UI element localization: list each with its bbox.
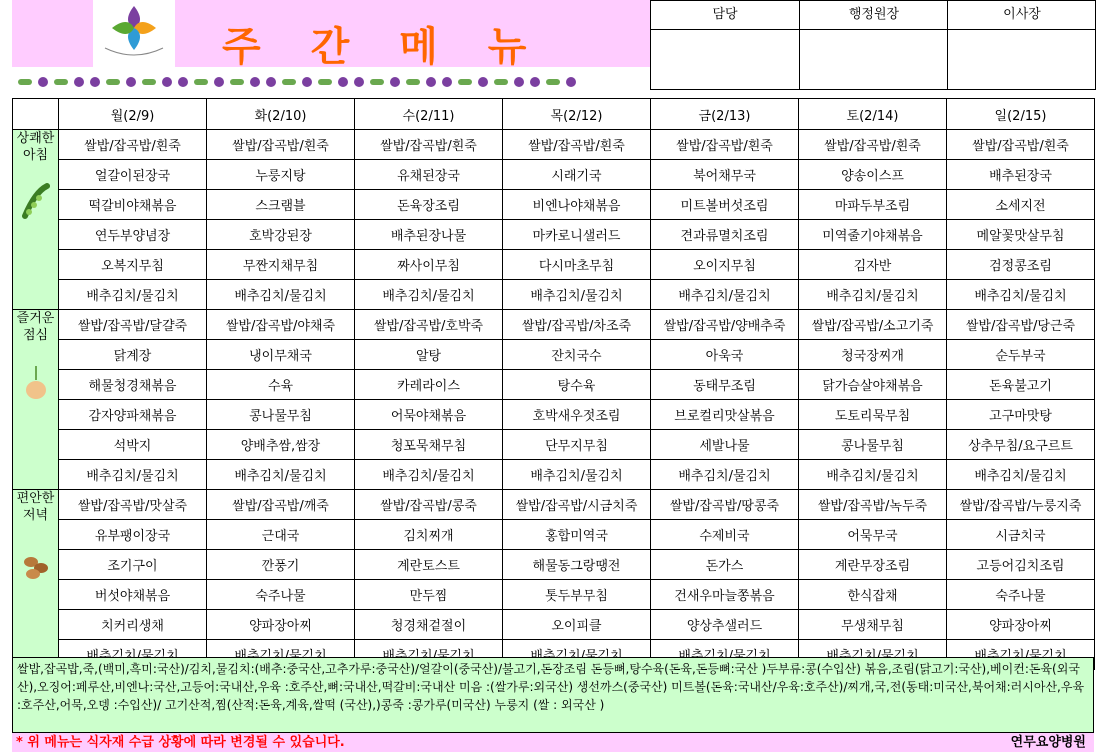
menu-cell: 한식잡채 — [799, 580, 947, 610]
menu-cell: 카레라이스 — [355, 370, 503, 400]
menu-cell: 미트볼버섯조림 — [651, 190, 799, 220]
menu-cell: 쌀밥/잡곡밥/흰죽 — [799, 130, 947, 160]
grape-decoration — [12, 67, 656, 97]
menu-cell: 배추된장국 — [947, 160, 1095, 190]
dinner-label — [13, 490, 59, 670]
menu-cell: 미역줄기야채볶음 — [799, 220, 947, 250]
menu-cell: 오복지무침 — [59, 250, 207, 280]
menu-cell: 누룽지탕 — [207, 160, 355, 190]
lunch-food-icon — [13, 362, 58, 402]
menu-cell: 배추김치/물김치 — [503, 460, 651, 490]
lunch-row — [13, 340, 1095, 370]
menu-cell: 브로컬리맛살볶음 — [651, 400, 799, 430]
day-header-row — [13, 99, 1095, 130]
dinner-row — [13, 610, 1095, 640]
breakfast-row — [13, 130, 1095, 160]
day-header: 화(2/10) — [207, 99, 355, 130]
menu-cell: 쌀밥/잡곡밥/달걀죽 — [59, 310, 207, 340]
meal-label-text: 상쾌한 아침 — [16, 131, 55, 163]
menu-cell: 호박새우젓조림 — [503, 400, 651, 430]
hospital-logo — [93, 0, 175, 67]
menu-cell: 콩나물무침 — [207, 400, 355, 430]
lunch-row — [13, 460, 1095, 490]
menu-cell: 배추김치/물김치 — [59, 280, 207, 310]
menu-cell: 북어채무국 — [651, 160, 799, 190]
breakfast-row — [13, 190, 1095, 220]
menu-cell: 어묵야채볶음 — [355, 400, 503, 430]
menu-cell: 쌀밥/잡곡밥/깨죽 — [207, 490, 355, 520]
dinner-row — [13, 490, 1095, 520]
menu-cell: 유부팽이장국 — [59, 520, 207, 550]
menu-cell: 쌀밥/잡곡밥/흰죽 — [503, 130, 651, 160]
lunch-row — [13, 400, 1095, 430]
menu-cell: 메알꽃맛살무침 — [947, 220, 1095, 250]
lunch-row — [13, 370, 1095, 400]
menu-cell: 청포묵채무침 — [355, 430, 503, 460]
day-header: 월(2/9) — [59, 99, 207, 130]
menu-cell: 쌀밥/잡곡밥/야채죽 — [207, 310, 355, 340]
dinner-food-icon — [13, 542, 58, 582]
menu-cell: 톳두부무침 — [503, 580, 651, 610]
menu-cell: 배추김치/물김치 — [799, 280, 947, 310]
weekly-menu-table — [12, 98, 1095, 670]
menu-cell: 동태무조림 — [651, 370, 799, 400]
lunch-row — [13, 310, 1095, 340]
menu-cell: 오이지무침 — [651, 250, 799, 280]
dinner-row — [13, 580, 1095, 610]
menu-cell: 순두부국 — [947, 340, 1095, 370]
menu-cell: 호박강된장 — [207, 220, 355, 250]
menu-cell: 깐풍기 — [207, 550, 355, 580]
hospital-name: 연무요양병원 — [1010, 735, 1086, 750]
menu-cell: 치커리생채 — [59, 610, 207, 640]
menu-cell: 숙주나물 — [947, 580, 1095, 610]
menu-cell: 배추김치/물김치 — [355, 460, 503, 490]
menu-cell: 쌀밥/잡곡밥/호박죽 — [355, 310, 503, 340]
menu-cell: 냉이무채국 — [207, 340, 355, 370]
menu-cell: 짜사이무침 — [355, 250, 503, 280]
menu-cell: 배추김치/물김치 — [651, 280, 799, 310]
menu-cell: 얼갈이된장국 — [59, 160, 207, 190]
day-header: 토(2/14) — [799, 99, 947, 130]
menu-cell: 수제비국 — [651, 520, 799, 550]
menu-cell: 근대국 — [207, 520, 355, 550]
menu-cell: 쌀밥/잡곡밥/흰죽 — [947, 130, 1095, 160]
day-header: 금(2/13) — [651, 99, 799, 130]
menu-cell: 배추김치/물김치 — [651, 460, 799, 490]
menu-cell: 쌀밥/잡곡밥/누룽지죽 — [947, 490, 1095, 520]
menu-cell: 배추김치/물김치 — [207, 280, 355, 310]
breakfast-food-icon — [13, 182, 58, 222]
menu-cell: 쌀밥/잡곡밥/시금치죽 — [503, 490, 651, 520]
meal-label-text: 편안한 저녁 — [16, 491, 55, 523]
footer-bar — [12, 733, 1094, 752]
day-header: 수(2/11) — [355, 99, 503, 130]
menu-cell: 쌀밥/잡곡밥/차조죽 — [503, 310, 651, 340]
menu-cell: 무생채무침 — [799, 610, 947, 640]
menu-cell: 다시마초무침 — [503, 250, 651, 280]
menu-cell: 알탕 — [355, 340, 503, 370]
menu-cell: 돈육장조림 — [355, 190, 503, 220]
page-title: 주 간 메 뉴 — [222, 24, 545, 70]
lunch-label — [13, 310, 59, 490]
breakfast-label — [13, 130, 59, 310]
menu-cell: 시래기국 — [503, 160, 651, 190]
breakfast-row — [13, 160, 1095, 190]
approval-chairman: 이사장 — [948, 1, 1096, 30]
menu-cell: 검정콩조림 — [947, 250, 1095, 280]
approval-staff: 담당 — [651, 1, 799, 30]
menu-cell: 배추김치/물김치 — [503, 280, 651, 310]
menu-cell: 돈가스 — [651, 550, 799, 580]
menu-change-warning: * 위 메뉴는 식자재 수급 상황에 따라 변경될 수 있습니다. — [16, 735, 345, 750]
menu-cell: 쌀밥/잡곡밥/녹두죽 — [799, 490, 947, 520]
menu-cell: 고구마맛탕 — [947, 400, 1095, 430]
menu-cell: 고등어김치조림 — [947, 550, 1095, 580]
menu-cell: 쌀밥/잡곡밥/흰죽 — [59, 130, 207, 160]
menu-cell: 마카로니샐러드 — [503, 220, 651, 250]
menu-cell: 스크램블 — [207, 190, 355, 220]
menu-cell: 오이피클 — [503, 610, 651, 640]
menu-cell: 쌀밥/잡곡밥/양배추죽 — [651, 310, 799, 340]
menu-cell: 소세지전 — [947, 190, 1095, 220]
menu-cell: 도토리묵무침 — [799, 400, 947, 430]
menu-cell: 숙주나물 — [207, 580, 355, 610]
menu-cell: 탕수육 — [503, 370, 651, 400]
menu-cell: 홍합미역국 — [503, 520, 651, 550]
approval-box — [650, 0, 1096, 90]
dinner-row — [13, 520, 1095, 550]
lunch-row — [13, 430, 1095, 460]
menu-cell: 쌀밥/잡곡밥/당근죽 — [947, 310, 1095, 340]
menu-cell: 콩나물무침 — [799, 430, 947, 460]
menu-cell: 해물동그랑땡전 — [503, 550, 651, 580]
breakfast-row — [13, 280, 1095, 310]
menu-cell: 마파두부조림 — [799, 190, 947, 220]
menu-cell: 쌀밥/잡곡밥/콩죽 — [355, 490, 503, 520]
origin-notes: 쌀밥,잡곡밥,죽,(백미,흑미:국산)/김치,물김치:(배추:중국산,고추가루:중국산)/얼갈이(중국산)/불고기,돈장조림 돈등뼈,탕수육(돈육,돈등뼈:국산 )두부류:콩(수입산) 볶음,조림(닭고기:국산),베이컨:돈육(외국산),오징어:페루산,비엔나:국산,고등어:국내산,우육 :호주산,뼈:국내산,떡갈비:국내산 미음 :(쌀가루:외국산) 생선까스(중국산) 미트볼(돈육:국내산/우육:호주산)/찌개,국,전(동태:미국산,북어채:러시아산,우육 :호주산,어묵,오뎅 :수입산)/ 고기산적,찜(산적:돈육,계육,쌀떡 (국산),)콩죽 :콩가루(미국산) 누룽지 (쌀 : 외국산 ) — [12, 657, 1094, 733]
menu-cell: 건새우마늘쫑볶음 — [651, 580, 799, 610]
menu-cell: 배추김치/물김치 — [59, 460, 207, 490]
menu-cell: 쌀밥/잡곡밥/맛살죽 — [59, 490, 207, 520]
menu-cell: 양파장아찌 — [207, 610, 355, 640]
menu-cell: 잔치국수 — [503, 340, 651, 370]
meal-label-text: 즐거운 점심 — [16, 311, 55, 343]
menu-cell: 쌀밥/잡곡밥/흰죽 — [651, 130, 799, 160]
menu-cell: 비엔나야채볶음 — [503, 190, 651, 220]
menu-cell: 쌀밥/잡곡밥/땅콩죽 — [651, 490, 799, 520]
menu-cell: 어묵무국 — [799, 520, 947, 550]
menu-cell: 닭가슴살야채볶음 — [799, 370, 947, 400]
menu-cell: 배추김치/물김치 — [947, 460, 1095, 490]
menu-cell: 석박지 — [59, 430, 207, 460]
menu-cell: 시금치국 — [947, 520, 1095, 550]
menu-cell: 유채된장국 — [355, 160, 503, 190]
menu-cell: 상추무침/요구르트 — [947, 430, 1095, 460]
menu-cell: 청국장찌개 — [799, 340, 947, 370]
menu-cell: 쌀밥/잡곡밥/소고기죽 — [799, 310, 947, 340]
menu-cell: 배추김치/물김치 — [207, 460, 355, 490]
menu-cell: 만두찜 — [355, 580, 503, 610]
menu-cell: 버섯야채볶음 — [59, 580, 207, 610]
menu-cell: 돈육불고기 — [947, 370, 1095, 400]
menu-cell: 양배추쌈,쌈장 — [207, 430, 355, 460]
menu-cell: 배추김치/물김치 — [355, 280, 503, 310]
day-header: 일(2/15) — [947, 99, 1095, 130]
day-header: 목(2/12) — [503, 99, 651, 130]
menu-cell: 수육 — [207, 370, 355, 400]
menu-cell: 김자반 — [799, 250, 947, 280]
corner-cell — [13, 99, 59, 130]
menu-cell: 계란무장조림 — [799, 550, 947, 580]
menu-cell: 아욱국 — [651, 340, 799, 370]
menu-cell: 무짠지채무침 — [207, 250, 355, 280]
menu-cell: 양상추샐러드 — [651, 610, 799, 640]
breakfast-row — [13, 220, 1095, 250]
approval-director: 행정원장 — [800, 1, 948, 30]
menu-cell: 견과류멸치조림 — [651, 220, 799, 250]
menu-cell: 조기구이 — [59, 550, 207, 580]
dinner-row — [13, 550, 1095, 580]
menu-cell: 계란토스트 — [355, 550, 503, 580]
menu-cell: 단무지무침 — [503, 430, 651, 460]
menu-cell: 배추김치/물김치 — [947, 280, 1095, 310]
menu-cell: 해물청경채볶음 — [59, 370, 207, 400]
menu-cell: 감자양파채볶음 — [59, 400, 207, 430]
menu-cell: 닭계장 — [59, 340, 207, 370]
menu-cell: 배추김치/물김치 — [799, 460, 947, 490]
menu-cell: 쌀밥/잡곡밥/흰죽 — [355, 130, 503, 160]
menu-cell: 연두부양념장 — [59, 220, 207, 250]
menu-cell: 세발나물 — [651, 430, 799, 460]
menu-cell: 청경채겉절이 — [355, 610, 503, 640]
menu-cell: 양송이스프 — [799, 160, 947, 190]
menu-cell: 양파장아찌 — [947, 610, 1095, 640]
menu-cell: 떡갈비야채볶음 — [59, 190, 207, 220]
menu-cell: 쌀밥/잡곡밥/흰죽 — [207, 130, 355, 160]
breakfast-row — [13, 250, 1095, 280]
menu-cell: 배추된장나물 — [355, 220, 503, 250]
menu-cell: 김치찌개 — [355, 520, 503, 550]
